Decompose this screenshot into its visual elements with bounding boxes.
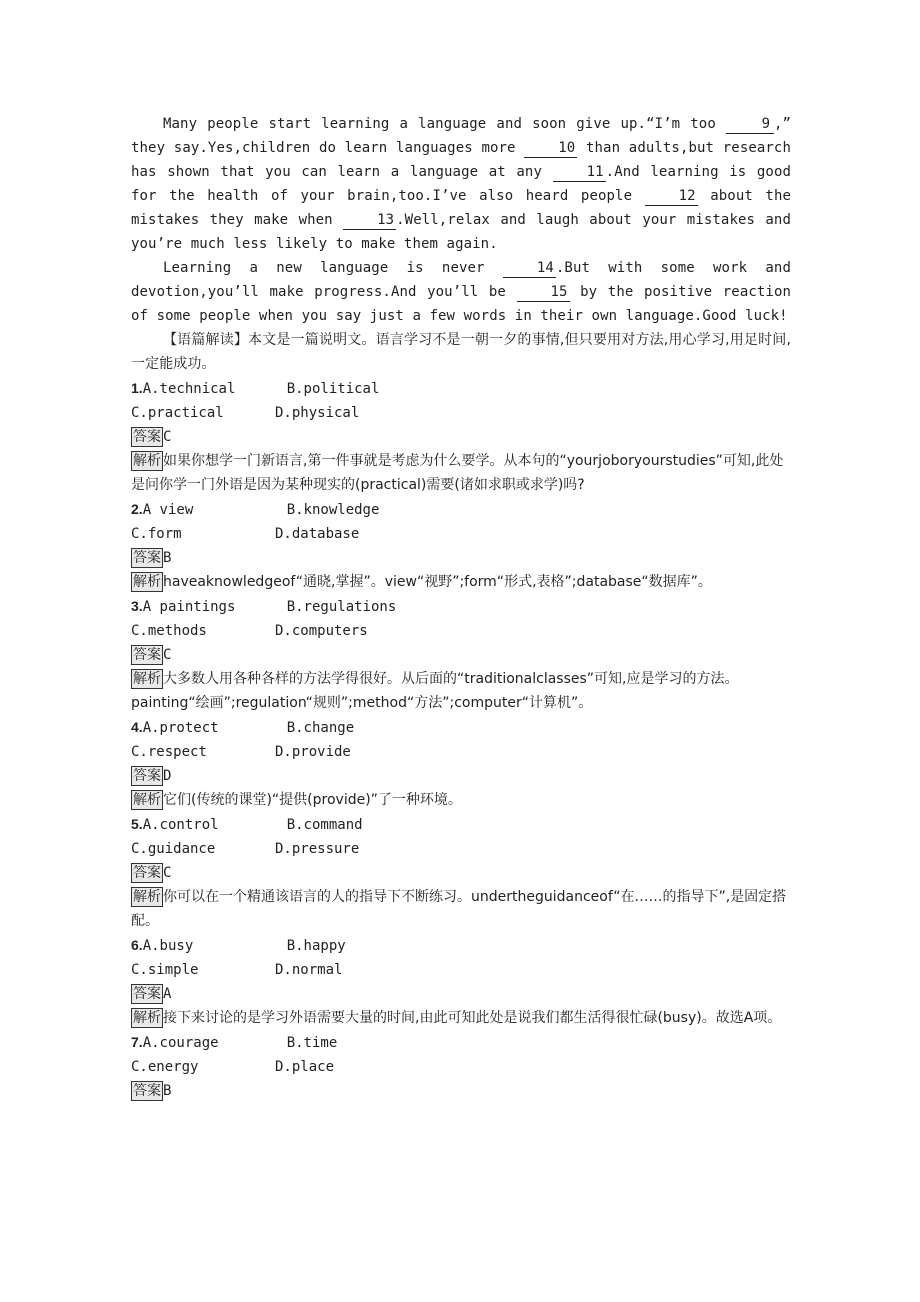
option-c: C.respect	[131, 744, 207, 760]
option-d: D.pressure	[275, 841, 360, 857]
question-number: 4.	[131, 719, 143, 735]
option-a: A.courage	[142, 1035, 219, 1051]
blank-14: 14	[503, 259, 556, 278]
options-row-cd	[131, 522, 791, 546]
passage-text: by the positive reaction of some people when you say just a few words in their own language.Good luck!	[131, 284, 791, 324]
option-a: A.protect	[142, 720, 219, 736]
options-row-ab	[131, 497, 791, 522]
option-b: B.happy	[286, 938, 346, 954]
passage-text: .Well,relax and laugh about your mistakes and you’re much less likely to make them again.	[131, 212, 791, 252]
option-d: D.database	[275, 526, 360, 542]
option-a: A paintings	[142, 599, 236, 615]
option-d: D.computers	[275, 623, 368, 639]
options-row-ab	[131, 812, 791, 837]
analysis-label: 解析	[133, 453, 161, 469]
options-row-cd	[131, 401, 791, 425]
answer-value: C	[163, 865, 172, 881]
answer-line	[131, 1079, 791, 1103]
passage-summary: 【语篇解读】本文是一篇说明文。语言学习不是一朝一夕的事情,但只要用对方法,用心学习,用足时间,一定能成功。	[131, 332, 791, 372]
option-c: C.practical	[131, 405, 224, 421]
question-number: 7.	[131, 1034, 143, 1050]
answer-value: C	[163, 429, 172, 445]
passage-paragraph-2	[131, 256, 791, 328]
option-c: C.guidance	[131, 841, 216, 857]
answer-line	[131, 982, 791, 1006]
passage-text: .But with some work and devotion,you’ll make progress.And you’ll be	[131, 260, 791, 300]
question-1	[131, 376, 791, 497]
options-row-cd	[131, 1055, 791, 1079]
options-row-ab	[131, 933, 791, 958]
question-2	[131, 497, 791, 594]
question-5	[131, 812, 791, 933]
passage-paragraph-1	[131, 112, 791, 256]
options-row-cd	[131, 740, 791, 764]
option-c: C.methods	[131, 623, 207, 639]
analysis-line	[131, 885, 791, 933]
question-7	[131, 1030, 791, 1103]
option-a: A view	[142, 502, 194, 518]
analysis-line	[131, 788, 791, 812]
option-a: A.busy	[142, 938, 194, 954]
option-b: B.political	[286, 381, 380, 397]
analysis-text: 如果你想学一门新语言,第一件事就是考虑为什么要学。从本句的“yourjoboryourstudies”可知,此处是问你学一门外语是因为某种现实的(practical)需要(诸如求职或求学)吗?	[131, 453, 784, 493]
answer-value: A	[163, 986, 172, 1002]
option-d: D.place	[275, 1059, 335, 1075]
question-number: 2.	[131, 501, 143, 517]
passage-text: .And learning is good for the health of your brain,too.I’ve also heard people	[131, 164, 791, 204]
analysis-text: haveaknowledgeof“通晓,掌握”。view“视野”;form“形式,表格”;database“数据库”。	[163, 574, 712, 590]
passage-text: Many people start learning a language and soon give up.“I’m too	[163, 116, 726, 132]
answer-line	[131, 546, 791, 570]
passage-text: Learning a new language is never	[163, 260, 503, 276]
answer-label: 答案	[133, 1083, 161, 1099]
answer-value: B	[163, 550, 172, 566]
option-b: B.regulations	[286, 599, 397, 615]
analysis-text: 接下来讨论的是学习外语需要大量的时间,由此可知此处是说我们都生活得很忙碌(busy)。故选A项。	[163, 1010, 782, 1026]
options-row-ab	[131, 715, 791, 740]
option-c: C.form	[131, 526, 182, 542]
analysis-label: 解析	[133, 889, 161, 905]
analysis-text: 大多数人用各种各样的方法学得很好。从后面的“traditionalclasses”可知,应是学习的方法。painting“绘画”;regulation“规则”;method“方法”;computer“计算机”。	[131, 671, 739, 711]
blank-12: 12	[645, 187, 698, 206]
options-row-cd	[131, 958, 791, 982]
options-row-ab	[131, 376, 791, 401]
passage-text: ,” they say.Yes,children do learn languages more	[131, 116, 791, 156]
option-d: D.provide	[275, 744, 351, 760]
answer-label: 答案	[133, 647, 161, 663]
blank-10: 10	[524, 139, 577, 158]
option-b: B.time	[286, 1035, 338, 1051]
passage-text: than adults,but research has shown that you can learn a language at any	[131, 140, 791, 180]
analysis-text: 它们(传统的课堂)“提供(provide)”了一种环境。	[163, 792, 462, 808]
analysis-text: 你可以在一个精通该语言的人的指导下不断练习。undertheguidanceof“在……的指导下”,是固定搭配。	[131, 889, 787, 929]
answer-label: 答案	[133, 865, 161, 881]
answer-value: D	[163, 768, 172, 784]
answer-label: 答案	[133, 768, 161, 784]
answer-value: B	[163, 1083, 172, 1099]
option-a: A.technical	[142, 381, 236, 397]
blank-15: 15	[517, 283, 570, 302]
answer-label: 答案	[133, 986, 161, 1002]
question-number: 1.	[131, 380, 143, 396]
option-b: B.command	[286, 817, 363, 833]
answer-value: C	[163, 647, 172, 663]
answer-line	[131, 764, 791, 788]
options-row-ab	[131, 1030, 791, 1055]
answer-label: 答案	[133, 429, 161, 445]
blank-9: 9	[726, 115, 774, 134]
option-a: A.control	[142, 817, 219, 833]
answer-label: 答案	[133, 550, 161, 566]
option-c: C.simple	[131, 962, 199, 978]
question-3	[131, 594, 791, 715]
question-number: 6.	[131, 937, 143, 953]
analysis-label: 解析	[133, 792, 161, 808]
question-4	[131, 715, 791, 812]
question-number: 3.	[131, 598, 143, 614]
options-row-cd	[131, 619, 791, 643]
option-c: C.energy	[131, 1059, 199, 1075]
options-row-cd	[131, 837, 791, 861]
analysis-line	[131, 1006, 791, 1030]
analysis-line	[131, 570, 791, 594]
answer-line	[131, 425, 791, 449]
options-row-ab	[131, 594, 791, 619]
option-b: B.change	[286, 720, 355, 736]
passage-text: about the mistakes they make when	[131, 188, 791, 228]
analysis-label: 解析	[133, 671, 161, 687]
analysis-label: 解析	[133, 1010, 161, 1026]
analysis-line	[131, 449, 791, 497]
answer-line	[131, 643, 791, 667]
blank-11: 11	[553, 163, 606, 182]
option-d: D.physical	[275, 405, 360, 421]
question-6	[131, 933, 791, 1030]
option-b: B.knowledge	[286, 502, 380, 518]
question-number: 5.	[131, 816, 143, 832]
answer-line	[131, 861, 791, 885]
option-d: D.normal	[275, 962, 343, 978]
analysis-label: 解析	[133, 574, 161, 590]
worksheet-page	[131, 112, 791, 1103]
blank-13: 13	[343, 211, 396, 230]
question-list	[131, 376, 791, 1103]
analysis-line	[131, 667, 791, 715]
